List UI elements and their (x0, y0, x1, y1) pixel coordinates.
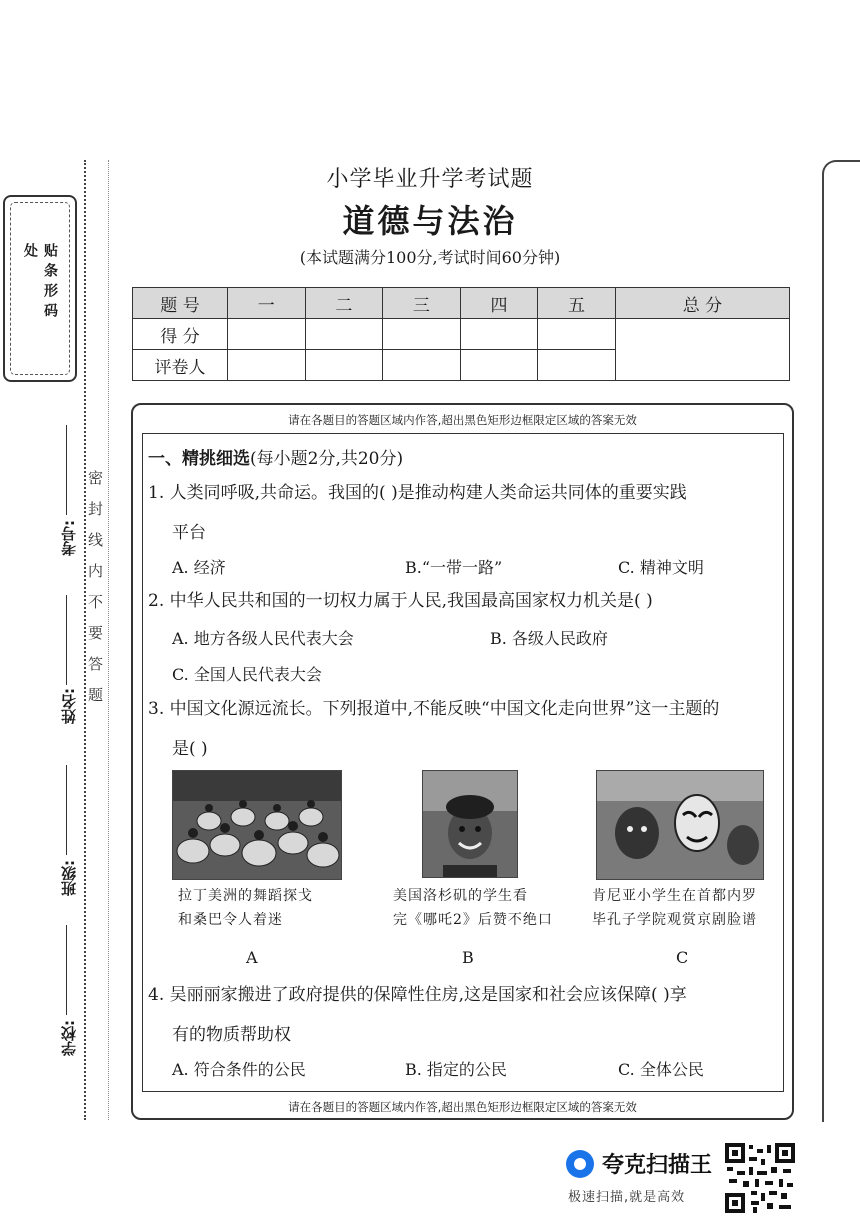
name-field-line[interactable] (66, 595, 67, 685)
exam-number-field-label: 考号: (60, 520, 78, 556)
q2-option-c[interactable]: C. 全国人民代表大会 (172, 665, 322, 684)
grader-cell[interactable] (460, 350, 538, 381)
score-row-label: 得 分 (133, 319, 228, 350)
score-header-cell: 三 (383, 288, 461, 319)
score-cell[interactable] (383, 319, 461, 350)
question-text: 中国文化源远流长。下列报道中,不能反映“中国文化走向世界”这一主题的 (169, 699, 720, 719)
caption-b: 美国洛杉矶的学生看 完《哪吒2》后赞不绝口 (393, 888, 553, 928)
section-title: 一、精挑细选 (148, 449, 250, 469)
logo-tagline: 极速扫描,就是高效 (568, 1190, 686, 1205)
score-header-cell: 题 号 (133, 288, 228, 319)
question-text: 吴丽丽家搬进了政府提供的保障性住房,这是国家和社会应该保障( )享 (169, 985, 687, 1005)
score-cell[interactable] (460, 319, 538, 350)
question-3-cont: 是( ) (172, 739, 208, 759)
school-field-label: 学校: (60, 1020, 78, 1056)
q2-option-a[interactable]: A. 地方各级人民代表大会 (172, 629, 354, 648)
q3-option-a[interactable]: A (246, 948, 258, 967)
school-field-line[interactable] (66, 925, 67, 1015)
exam-subtitle: 小学毕业升学考试题 (326, 167, 534, 192)
section-note: (每小题2分,共20分) (250, 449, 404, 469)
q4-option-c[interactable]: C. 全体公民 (618, 1060, 704, 1079)
grader-row-label: 评卷人 (133, 350, 228, 381)
answer-area-warning-bottom: 请在各题目的答题区域内作答,超出黑色矩形边框限定区域的答案无效 (288, 1100, 637, 1114)
class-field-label: 班级: (60, 860, 78, 896)
question-number: 1. (148, 483, 165, 503)
question-1 (148, 482, 687, 504)
score-cell[interactable] (538, 319, 616, 350)
binding-dotted-line-inner (108, 160, 109, 1120)
score-header-cell: 四 (460, 288, 538, 319)
exam-note: (本试题满分100分,考试时间60分钟) (299, 248, 561, 267)
logo-name: 夸克扫描王 (602, 1153, 713, 1178)
question-1-cont: 平台 (172, 523, 206, 543)
caption-a: 拉丁美洲的舞蹈探戈 和桑巴令人着迷 (178, 888, 313, 928)
barcode-label: 贴条形码处 (22, 242, 58, 323)
score-header-cell: 一 (228, 288, 306, 319)
q1-option-b[interactable]: B.“一带一路” (405, 558, 503, 577)
grader-cell[interactable] (538, 350, 616, 381)
total-score-cell[interactable] (615, 319, 789, 381)
section-heading (148, 444, 403, 469)
score-cell[interactable] (305, 319, 383, 350)
exam-title: 道德与法治 (342, 202, 518, 240)
score-table (132, 287, 790, 381)
score-header-cell: 总 分 (615, 288, 789, 319)
photo-dancers (172, 770, 342, 880)
q4-option-b[interactable]: B. 指定的公民 (405, 1060, 507, 1079)
photo-student-la (422, 770, 518, 878)
question-2 (148, 590, 653, 612)
qr-code-icon (725, 1143, 795, 1213)
score-header-cell: 五 (538, 288, 616, 319)
q1-option-a[interactable]: A. 经济 (172, 558, 226, 577)
question-text: 人类同呼吸,共命运。我国的( )是推动构建人类命运共同体的重要实践 (169, 483, 687, 503)
q3-option-c[interactable]: C (676, 948, 689, 967)
question-4-cont: 有的物质帮助权 (172, 1025, 291, 1045)
question-text: 中华人民共和国的一切权力属于人民,我国最高国家权力机关是( ) (169, 591, 653, 611)
seal-notice: 密封线内不要答题 (86, 470, 104, 718)
score-table-header-row (133, 288, 790, 319)
photo-kenya-opera-masks (596, 770, 764, 880)
q2-option-b[interactable]: B. 各级人民政府 (490, 629, 608, 648)
score-cell[interactable] (228, 319, 306, 350)
q4-option-a[interactable]: A. 符合条件的公民 (172, 1060, 306, 1079)
question-number: 2. (148, 591, 165, 611)
question-number: 4. (148, 985, 165, 1005)
question-4 (148, 984, 687, 1006)
grader-cell[interactable] (383, 350, 461, 381)
score-row (133, 319, 790, 350)
exam-number-field-line[interactable] (66, 425, 67, 515)
right-page-edge (822, 160, 860, 1122)
name-field-label: 姓名: (60, 688, 78, 724)
q3-option-b[interactable]: B (462, 948, 474, 967)
score-header-cell: 二 (305, 288, 383, 319)
quark-logo-icon (566, 1150, 594, 1178)
question-number: 3. (148, 699, 165, 719)
class-field-line[interactable] (66, 765, 67, 855)
grader-cell[interactable] (305, 350, 383, 381)
grader-cell[interactable] (228, 350, 306, 381)
q1-option-c[interactable]: C. 精神文明 (618, 558, 704, 577)
answer-area-warning-top: 请在各题目的答题区域内作答,超出黑色矩形边框限定区域的答案无效 (288, 413, 637, 427)
caption-c: 肯尼亚小学生在首都内罗 毕孔子学院观赏京剧脸谱 (592, 888, 757, 928)
question-3 (148, 698, 719, 720)
